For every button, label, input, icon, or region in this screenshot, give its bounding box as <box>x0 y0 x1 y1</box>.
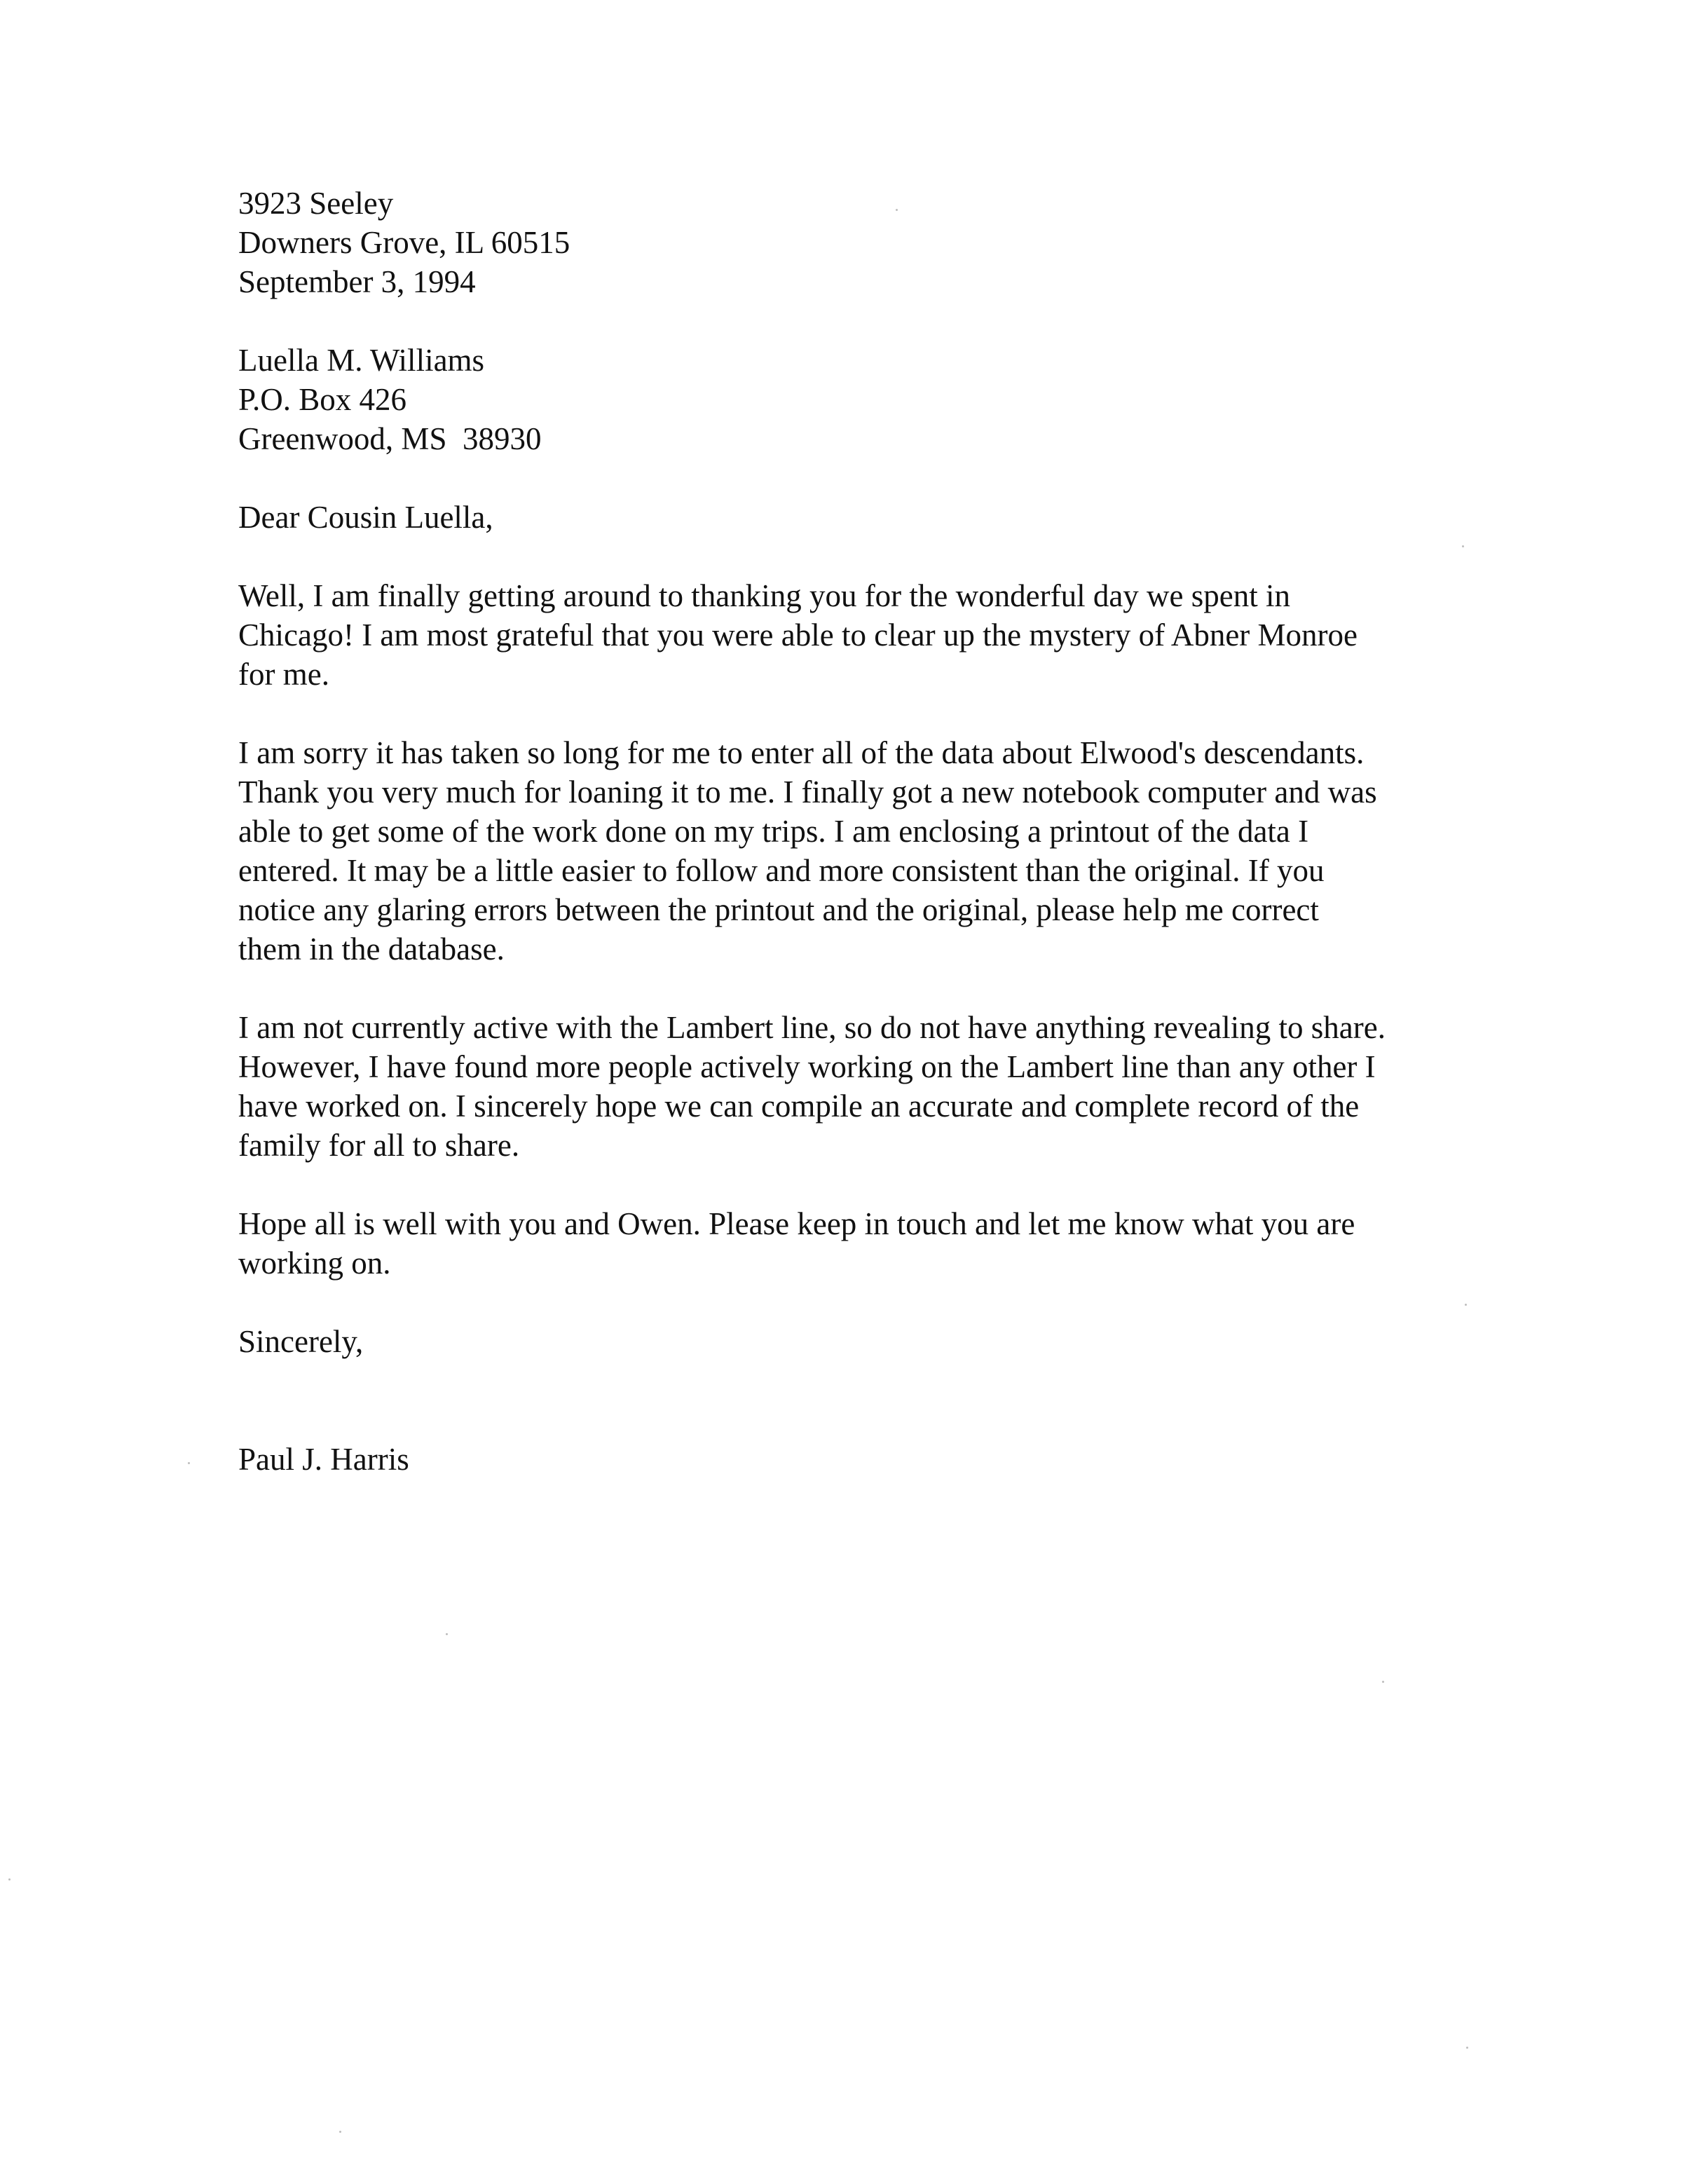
letter-body <box>238 184 1458 1518</box>
paragraph-line: I am sorry it has taken so long for me to enter all of the data about Elwood's descendants. <box>238 735 1365 770</box>
salutation <box>238 498 1458 537</box>
recipient-po-box: P.O. Box 426 <box>238 382 407 417</box>
recipient-name: Luella M. Williams <box>238 343 485 378</box>
paragraph-line: for me. <box>238 657 329 692</box>
scan-speck <box>188 1462 190 1464</box>
paragraph-line: notice any glaring errors between the printout and the original, please help me correct <box>238 892 1319 927</box>
paragraph-1 <box>238 576 1458 694</box>
paragraph-2 <box>238 733 1458 969</box>
paragraph-line: I am not currently active with the Lambert line, so do not have anything revealing to share. <box>238 1010 1386 1045</box>
paragraph-line: working on. <box>238 1245 391 1281</box>
paragraph-line: Well, I am finally getting around to thanking you for the wonderful day we spent in <box>238 578 1291 613</box>
paragraph-line: entered. It may be a little easier to follow and more consistent than the original. If you <box>238 853 1325 888</box>
sender-address <box>238 184 1458 301</box>
scan-speck <box>8 1878 11 1881</box>
paragraph-4 <box>238 1204 1458 1283</box>
scan-speck <box>1466 2047 1468 2049</box>
paragraph-line: Chicago! I am most grateful that you were able to clear up the mystery of Abner Monroe <box>238 617 1358 653</box>
scan-speck <box>1465 1304 1467 1306</box>
recipient-city-state-zip: Greenwood, MS 38930 <box>238 421 542 456</box>
paragraph-line: Thank you very much for loaning it to me. I finally got a new notebook computer and was <box>238 774 1377 810</box>
paragraph-line: them in the database. <box>238 931 505 967</box>
paragraph-line: have worked on. I sincerely hope we can compile an accurate and complete record of the <box>238 1088 1360 1124</box>
signature <box>238 1440 1458 1479</box>
scan-speck <box>339 2131 341 2133</box>
salutation-text: Dear Cousin Luella, <box>238 500 493 535</box>
paragraph-line: family for all to share. <box>238 1128 520 1163</box>
sender-city-state-zip: Downers Grove, IL 60515 <box>238 225 570 260</box>
letter-date: September 3, 1994 <box>238 264 476 299</box>
recipient-address <box>238 341 1458 458</box>
closing-text: Sincerely, <box>238 1324 364 1359</box>
closing <box>238 1322 1458 1361</box>
paragraph-line: However, I have found more people actively working on the Lambert line than any other I <box>238 1049 1376 1084</box>
signature-space <box>238 1361 1458 1440</box>
paragraph-line: Hope all is well with you and Owen. Please keep in touch and let me know what you are <box>238 1206 1355 1241</box>
scan-speck <box>446 1633 448 1635</box>
paragraph-line: able to get some of the work done on my trips. I am enclosing a printout of the data I <box>238 814 1309 849</box>
scan-speck <box>1462 545 1464 547</box>
sender-street: 3923 Seeley <box>238 186 394 221</box>
signature-name: Paul J. Harris <box>238 1442 409 1477</box>
paragraph-3 <box>238 1008 1458 1165</box>
scan-speck <box>1382 1681 1384 1683</box>
